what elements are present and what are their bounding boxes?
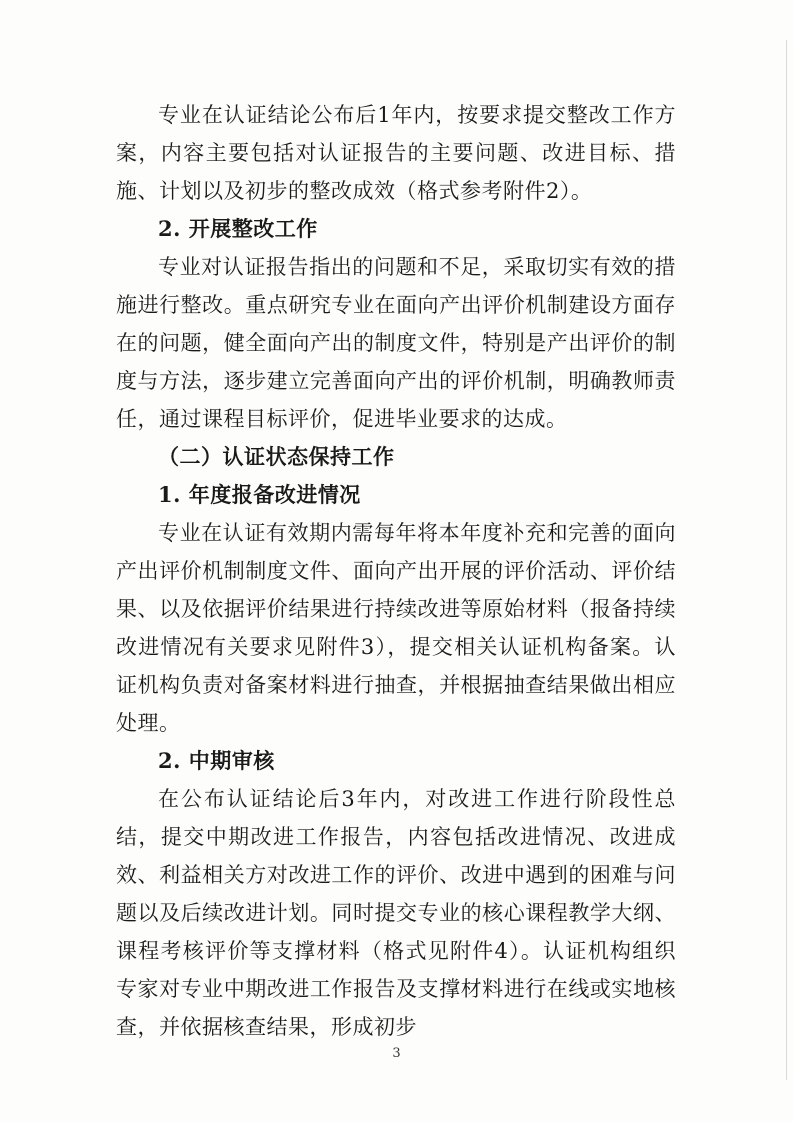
scan-edge-line <box>786 40 787 1080</box>
page-number: 3 <box>392 1046 401 1061</box>
paragraph-midterm-review: 在公布认证结论后3年内，对改进工作进行阶段性总结，提交中期改进工作报告，内容包括改进情况、改进成效、利益相关方对改进工作的评价、改进中遇到的困难与问题以及后续改进计划。同时提交专业的核心课程教学大纲、课程考核评价等支撑材料（格式见附件4）。认证机构组织专家对专业中期改进工作报告及支撑材料进行在线或实地核查，并依据核查结果，形成初步 <box>116 787 676 1039</box>
paragraph-rectification-plan: 专业在认证结论公布后1年内，按要求提交整改工作方案，内容主要包括对认证报告的主要问题、改进目标、措施、计划以及初步的整改成效（格式参考附件2）。 <box>116 103 676 203</box>
document-body <box>116 96 676 1046</box>
paragraph-rectification-work: 专业对认证报告指出的问题和不足，采取切实有效的措施进行整改。重点研究专业在面向产出评价机制建设方面存在的问题，健全面向产出的制度文件，特别是产出评价的制度与方法，逐步建立完善面向产出的评价机制，明确教师责任，通过课程目标评价，促进毕业要求的达成。 <box>116 255 676 431</box>
paragraph-annual-report: 专业在认证有效期内需每年将本年度补充和完善的面向产出评价机制制度文件、面向产出开展的评价活动、评价结果、以及依据评价结果进行持续改进等原始材料（报备持续改进情况有关要求见附件3），提交相关认证机构备案。认证机构负责对备案材料进行抽查，并根据抽查结果做出相应处理。 <box>116 521 676 735</box>
heading-carry-out-rectification: 2. 开展整改工作 <box>158 216 318 241</box>
heading-annual-report: 1. 年度报备改进情况 <box>158 482 361 507</box>
heading-certification-status-maintenance: （二）认证状态保持工作 <box>158 444 395 469</box>
heading-midterm-review: 2. 中期审核 <box>158 748 275 773</box>
